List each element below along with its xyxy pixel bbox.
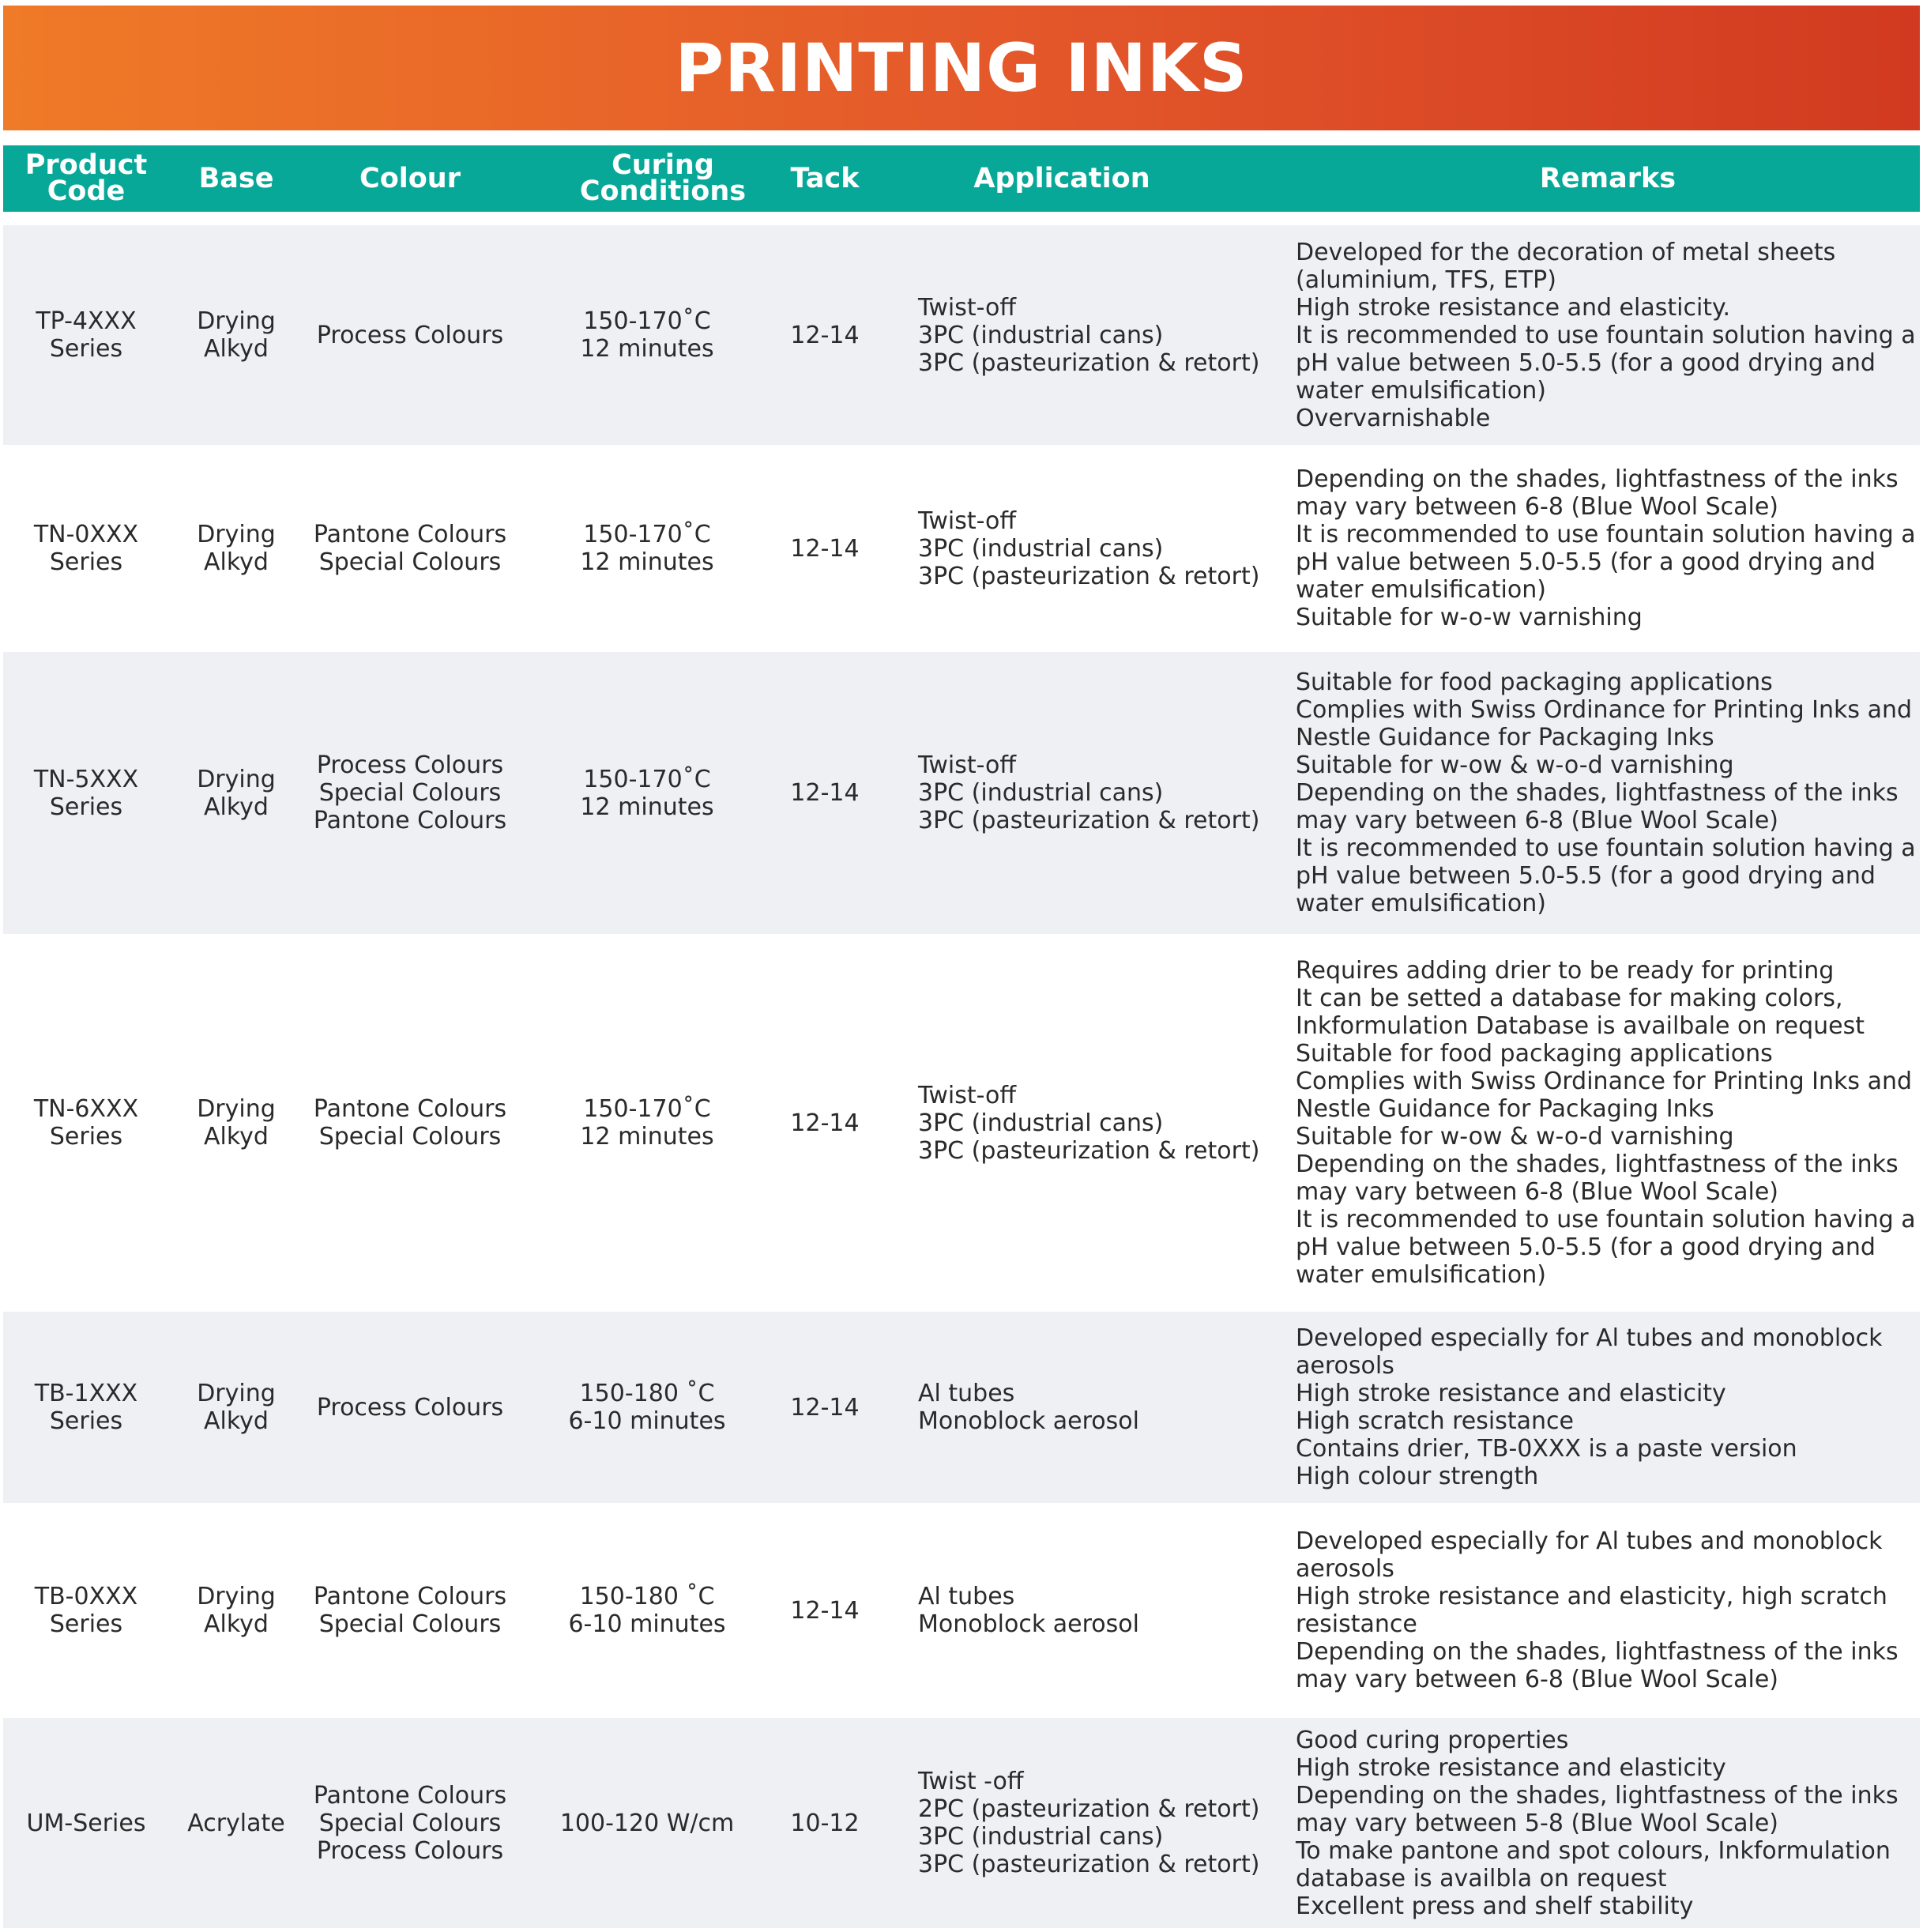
- cell-curing: 150-170˚C 12 minutes: [580, 765, 714, 821]
- cell-product-code: TB-1XXX Series: [34, 1380, 138, 1435]
- table-row: [3, 1312, 1920, 1503]
- cell-curing: 100-120 W/cm: [559, 1809, 735, 1837]
- cell-application: Al tubes Monoblock aerosol: [918, 1380, 1139, 1435]
- cell-tack: 12-14: [790, 1109, 860, 1137]
- cell-application: Twist-off 3PC (industrial cans) 3PC (pasteurization & retort): [918, 1081, 1260, 1165]
- cell-product-code: TN-5XXX Series: [33, 765, 139, 821]
- cell-colour: Pantone Colours Special Colours Process Colours: [313, 1781, 507, 1865]
- cell-base: Drying Alkyd: [197, 1583, 276, 1638]
- cell-tack: 10-12: [790, 1809, 860, 1837]
- cell-base: Drying Alkyd: [197, 765, 276, 821]
- cell-tack: 12-14: [790, 534, 860, 563]
- cell-remarks: Developed especially for Al tubes and monoblock aerosols High stroke resistance and elasticity High scratch resistance Contains drier, TB-0XXX is a paste version High colour strength: [1296, 1324, 1883, 1490]
- cell-remarks: Developed for the decoration of metal sheets (aluminium, TFS, ETP) High stroke resistance and elasticity. It is recommended to use fountain solution having a pH value between 5.0-5.5 (for a good drying and water emulsification) Overvarnishable: [1296, 238, 1916, 432]
- table-row: [3, 445, 1920, 652]
- title-banner: [3, 6, 1920, 130]
- cell-product-code: TB-0XXX Series: [34, 1583, 138, 1638]
- cell-product-code: UM-Series: [26, 1809, 146, 1837]
- cell-colour: Process Colours: [316, 1393, 504, 1422]
- header-remarks: Remarks: [1539, 162, 1677, 194]
- cell-remarks: Good curing properties High stroke resistance and elasticity Depending on the shades, lightfastness of the inks may vary between 5-8 (Blue Wool Scale) To make pantone and spot colours, Inkformulation database is availbla on request Excellent press and shelf stability: [1296, 1726, 1899, 1920]
- cell-product-code: TP-4XXX Series: [36, 307, 137, 363]
- cell-remarks: Depending on the shades, lightfastness of the inks may vary between 6-8 (Blue Wool Scale) It is recommended to use fountain solution having a pH value between 5.0-5.5 (for a good drying and water emulsification) Suitable for w-o-w varnishing: [1296, 465, 1916, 631]
- cell-application: Twist-off 3PC (industrial cans) 3PC (pasteurization & retort): [918, 293, 1260, 377]
- cell-base: Drying Alkyd: [197, 1380, 276, 1435]
- header-application: Application: [973, 162, 1150, 194]
- cell-colour: Process Colours Special Colours Pantone Colours: [313, 751, 507, 834]
- cell-remarks: Developed especially for Al tubes and monoblock aerosols High stroke resistance and elasticity, high scratch resistance Depending on the shades, lightfastness of the inks may vary between 6-8 (Blue Wool Scale): [1296, 1527, 1899, 1693]
- table-row: [3, 225, 1920, 445]
- cell-colour: Pantone Colours Special Colours: [313, 1583, 507, 1638]
- cell-remarks: Suitable for food packaging applications Complies with Swiss Ordinance for Printing Inks and Nestle Guidance for Packaging Inks Suitable for w-ow & w-o-d varnishing Depending on the shades, lightfastness of the inks may vary between 6-8 (Blue Wool Scale) It is recommended to use fountain solution having a pH value between 5.0-5.5 (for a good drying and water emulsification): [1296, 668, 1916, 917]
- cell-tack: 12-14: [790, 779, 860, 807]
- table-row: [3, 1718, 1920, 1928]
- cell-remarks: Requires adding drier to be ready for printing It can be setted a database for making colors, Inkformulation Database is availbale on request Suitable for food packaging applications Complies with Swiss Ordinance for Printing Inks and Nestle Guidance for Packaging Inks Suitable for w-ow & w-o-d varnishing Depending on the shades, lightfastness of the inks may vary between 6-8 (Blue Wool Scale) It is recommended to use fountain solution having a pH value between 5.0-5.5 (for a good drying and water emulsification): [1296, 957, 1916, 1289]
- table-row: [3, 934, 1920, 1312]
- cell-application: Twist-off 3PC (industrial cans) 3PC (pasteurization & retort): [918, 751, 1260, 834]
- cell-curing: 150-170˚C 12 minutes: [580, 1095, 714, 1151]
- table-row: [3, 652, 1920, 934]
- cell-application: Twist-off 3PC (industrial cans) 3PC (pasteurization & retort): [918, 507, 1260, 590]
- cell-base: Drying Alkyd: [197, 521, 276, 576]
- cell-tack: 12-14: [790, 1596, 860, 1625]
- header-tack: Tack: [790, 162, 860, 194]
- cell-colour: Process Colours: [316, 321, 504, 349]
- header-product-code: Product Code: [24, 149, 148, 207]
- cell-base: Acrylate: [187, 1809, 285, 1837]
- table-body: [3, 225, 1920, 1928]
- cell-base: Drying Alkyd: [197, 307, 276, 363]
- table-header: [3, 145, 1920, 212]
- cell-base: Drying Alkyd: [197, 1095, 276, 1151]
- cell-curing: 150-180 ˚C 6-10 minutes: [568, 1583, 726, 1638]
- cell-product-code: TN-0XXX Series: [33, 521, 139, 576]
- cell-colour: Pantone Colours Special Colours: [313, 1095, 507, 1151]
- cell-curing: 150-170˚C 12 minutes: [580, 521, 714, 576]
- cell-application: Al tubes Monoblock aerosol: [918, 1583, 1139, 1638]
- cell-product-code: TN-6XXX Series: [33, 1095, 139, 1151]
- cell-tack: 12-14: [790, 1393, 860, 1422]
- cell-curing: 150-180 ˚C 6-10 minutes: [568, 1380, 726, 1435]
- header-colour: Colour: [359, 162, 461, 194]
- header-base: Base: [198, 162, 274, 194]
- cell-application: Twist -off 2PC (pasteurization & retort) 3PC (industrial cans) 3PC (pasteurization & retort): [918, 1768, 1260, 1878]
- cell-tack: 12-14: [790, 321, 860, 349]
- header-curing-conditions: Curing Conditions: [579, 149, 747, 207]
- cell-curing: 150-170˚C 12 minutes: [580, 307, 714, 363]
- table-row: [3, 1503, 1920, 1718]
- cell-colour: Pantone Colours Special Colours: [313, 521, 507, 576]
- page-title: PRINTING INKS: [675, 29, 1248, 107]
